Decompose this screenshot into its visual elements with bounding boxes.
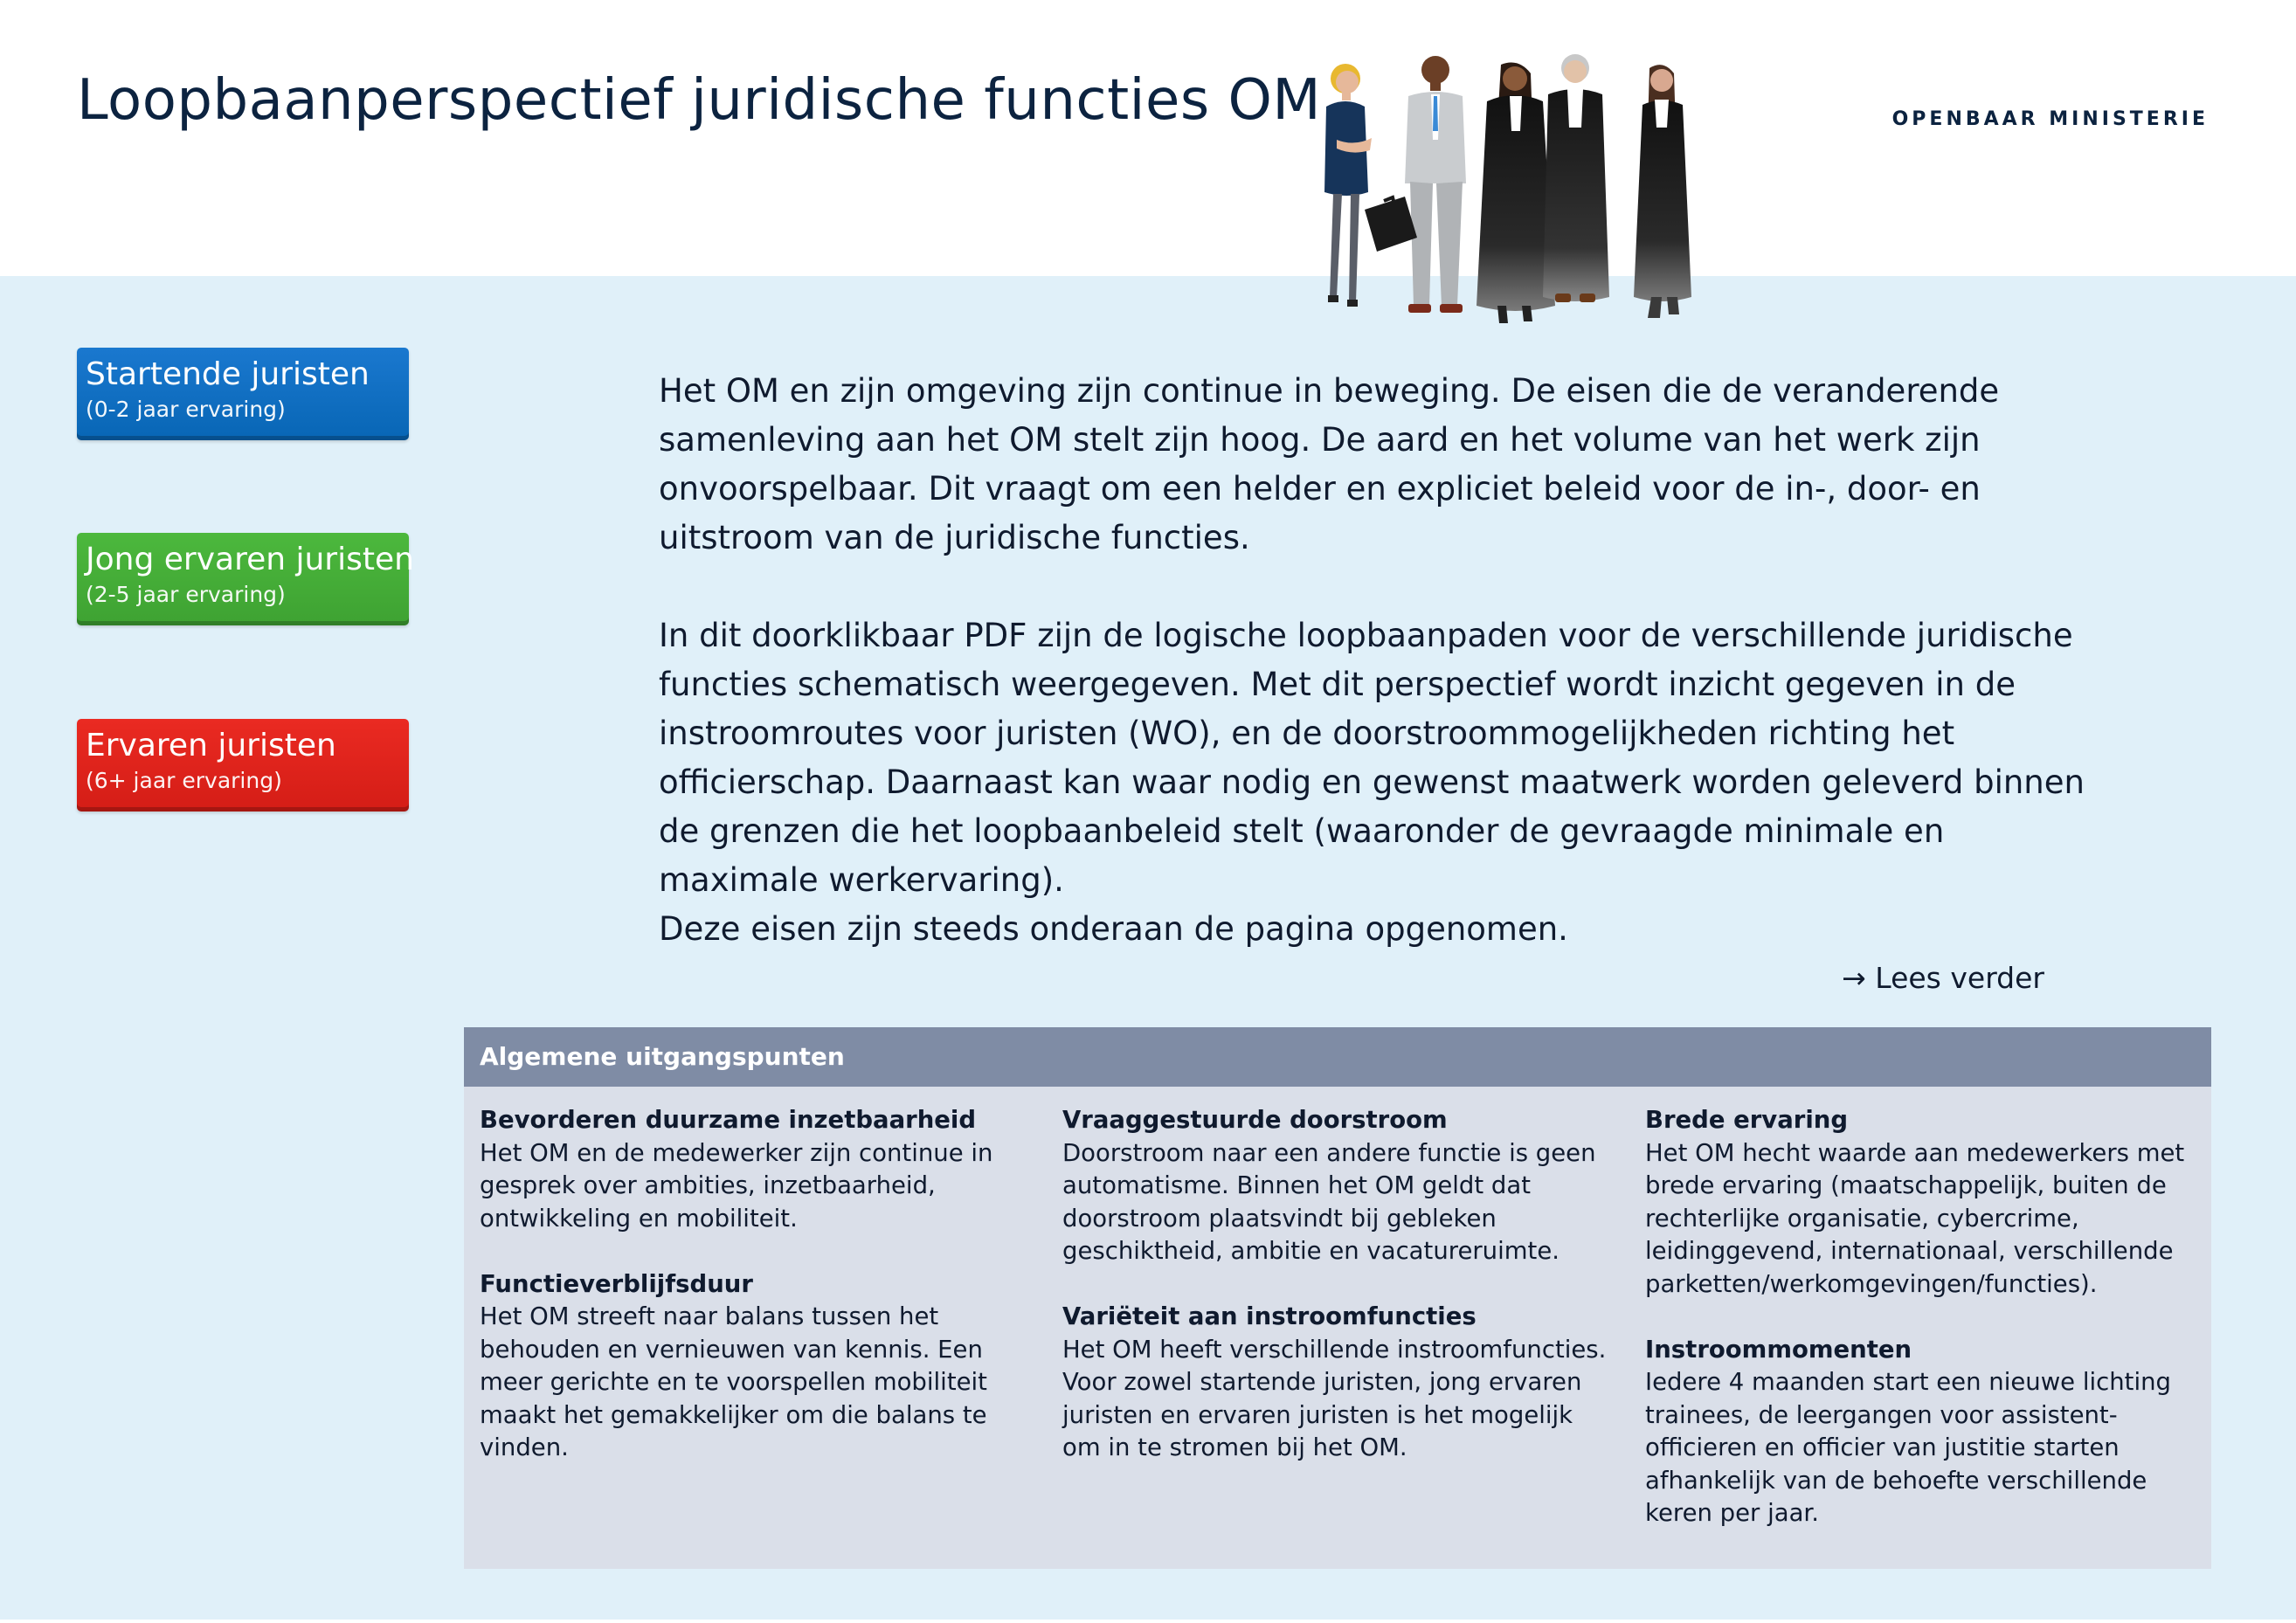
principle-text: Het OM hecht waarde aan medewerkers met brede ervaring (maatschappelijk, buiten de rechterlijke organisatie, cybercrime, leidinggevend, internationaal, verschillende parketten/werkomgevingen/functies).	[1645, 1138, 2185, 1298]
figure-woman-blue	[1324, 64, 1372, 307]
principles-column	[1062, 1104, 1613, 1465]
principle-text: Doorstroom naar een andere functie is geen automatisme. Binnen het OM geldt dat doorstroom plaatsvindt bij gebleken geschiktheid, ambitie en vacatureruimte.	[1062, 1138, 1596, 1265]
principle-text: Het OM heeft verschillende instroomfuncties. Voor zowel startende juristen, jong ervaren juristen en ervaren juristen is het mogelijk om in te stromen bij het OM.	[1062, 1335, 1607, 1461]
startende-juristen-experience: (0-2 jaar ervaring)	[86, 397, 286, 422]
jong-ervaren-juristen-button[interactable]	[77, 533, 414, 625]
intro-paragraph: Deze eisen zijn steeds onderaan de pagina opgenomen.	[659, 910, 1568, 948]
principle-title: Bevorderen duurzame inzetbaarheid	[480, 1106, 977, 1134]
principle-title: Functieverblijfsduur	[480, 1269, 753, 1298]
bottom-edge	[0, 1620, 2296, 1623]
principle-title: Brede ervaring	[1645, 1106, 1849, 1134]
jong-ervaren-juristen-experience: (2-5 jaar ervaring)	[86, 582, 286, 607]
read-more-label: Lees verder	[1875, 961, 2044, 995]
startende-juristen-button[interactable]	[77, 348, 409, 440]
ervaren-juristen-experience: (6+ jaar ervaring)	[86, 768, 282, 793]
principles-box	[464, 1027, 2211, 1569]
ervaren-juristen-button[interactable]	[77, 719, 409, 812]
intro-text	[659, 367, 2092, 954]
startende-juristen-label: Startende juristen	[86, 356, 370, 392]
read-more-link[interactable]	[1842, 961, 2044, 995]
principles-column	[1645, 1104, 2196, 1530]
ervaren-juristen-label: Ervaren juristen	[86, 728, 336, 763]
jong-ervaren-juristen-label: Jong ervaren juristen	[86, 542, 414, 577]
principle-title: Instroommomenten	[1645, 1335, 1912, 1364]
principle-text: Het OM streeft naar balans tussen het behouden en vernieuwen van kennis. Een meer gerichte en te voorspellen mobiliteit maakt het gemakkelijker om die balans te vinden.	[480, 1302, 987, 1461]
principle-title: Vraaggestuurde doorstroom	[1062, 1106, 1448, 1134]
arrow-right-icon: →	[1842, 961, 1866, 995]
figure-man-suit	[1365, 56, 1466, 313]
page-title: Loopbaanperspectief juridische functies OM	[77, 68, 1322, 133]
principles-heading: Algemene uitgangspunten	[464, 1027, 2211, 1087]
page-header	[0, 0, 2296, 276]
organization-logo: OPENBAAR MINISTERIE	[1891, 108, 2209, 130]
principle-text: Het OM en de medewerker zijn continue in gesprek over ambities, inzetbaarheid, ontwikkeling en mobiliteit.	[480, 1138, 993, 1233]
principle-title: Variëteit aan instroomfuncties	[1062, 1302, 1476, 1330]
principle-text: Iedere 4 maanden start een nieuwe lichting trainees, de leergangen voor assistent-officieren en officier van justitie starten afhankelijk van de behoefte verschillende keren per jaar.	[1645, 1368, 2171, 1527]
intro-paragraph: Het OM en zijn omgeving zijn continue in beweging. De eisen die de veranderende samenleving aan het OM stelt zijn hoog. De aard en het volume van het werk zijn onvoorspelbaar. Dit vraagt om een helder en expliciet beleid voor de in-, door- en uitstroom van de juridische functies.	[659, 372, 2000, 556]
figure-woman-robe-right	[1634, 65, 1691, 318]
principles-column	[480, 1104, 1030, 1465]
figure-man-robe	[1543, 54, 1609, 302]
intro-paragraph: In dit doorklikbaar PDF zijn de logische loopbaanpaden voor de verschillende juridische functies schematisch weergegeven. Met dit perspectief wordt inzicht gegeven in de instroomroutes voor juristen (WO), en de doorstroommogelijkheden richting het officierschap. Daarnaast kan waar nodig en gewenst maatwerk worden geleverd binnen de grenzen die het loopbaanbeleid stelt (waaronder de gevraagde minimale en maximale werkervaring).	[659, 617, 2085, 899]
legal-professionals-illustration	[1302, 44, 1721, 332]
